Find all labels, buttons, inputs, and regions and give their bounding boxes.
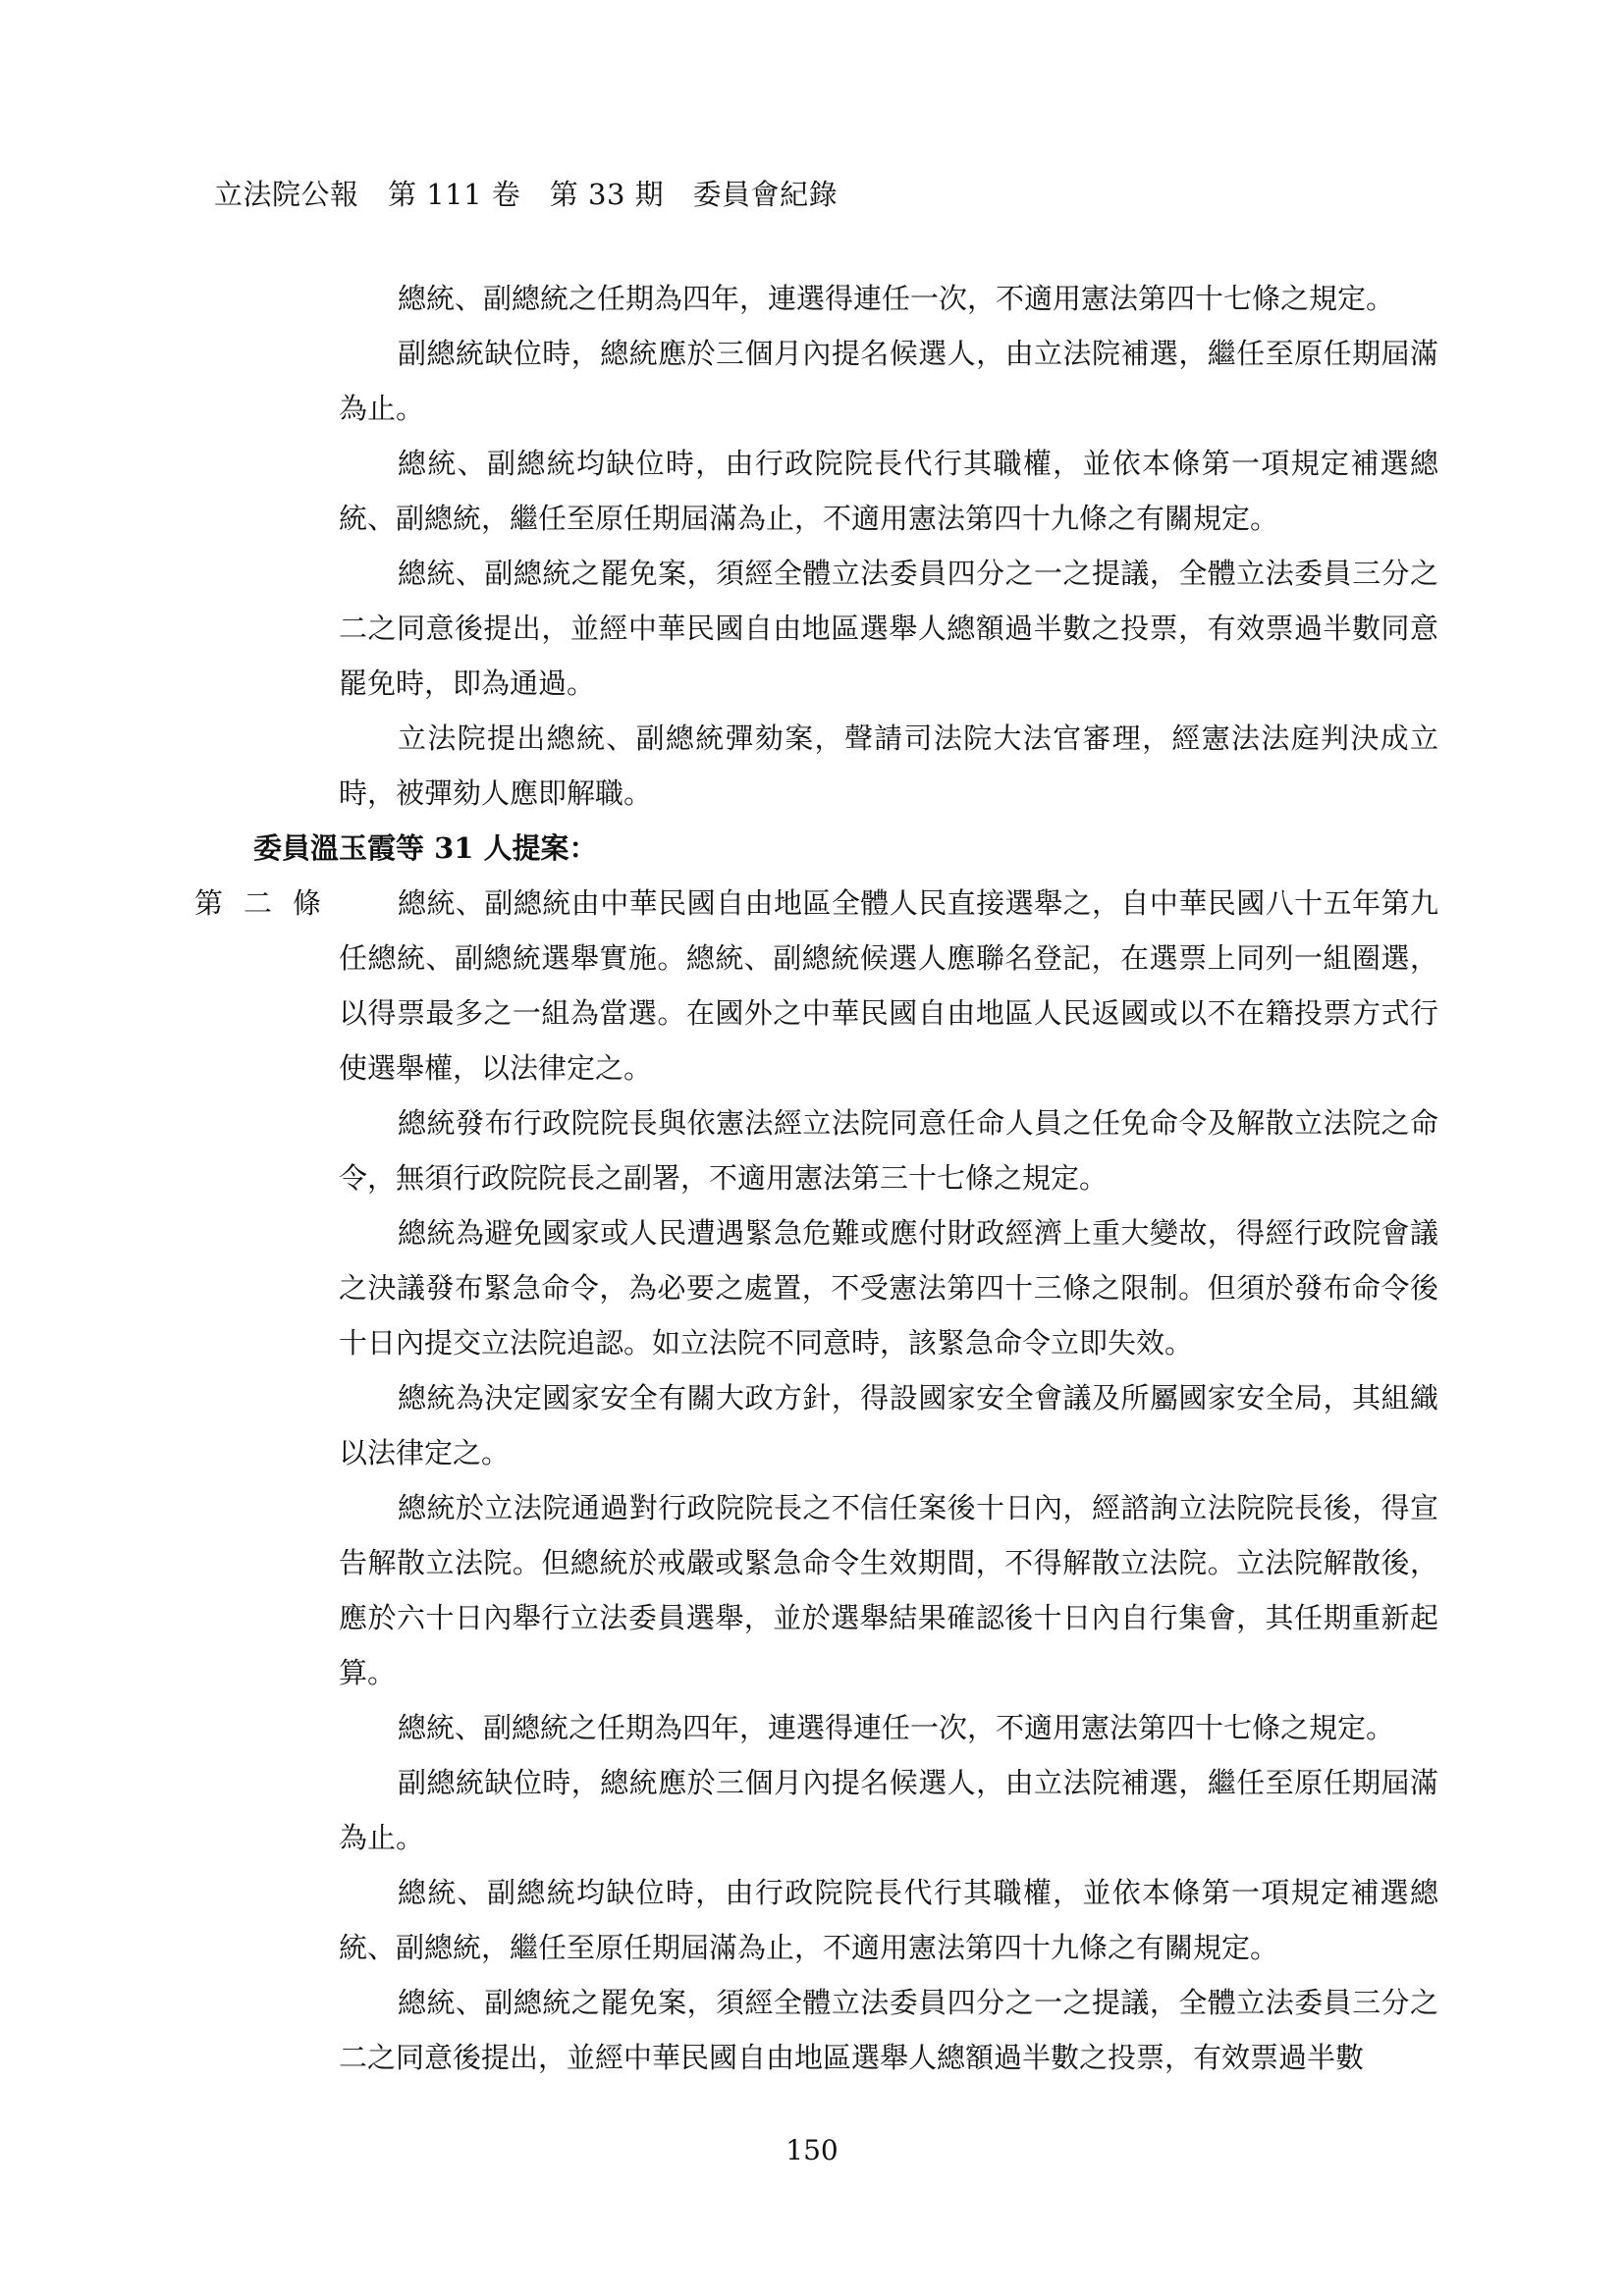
paragraph: 立法院提出總統、副總統彈劾案，聲請司法院大法官審理，經憲法法庭判決成立時，被彈劾人應即解職。 (339, 721, 1438, 810)
paragraph: 總統、副總統之罷免案，須經全體立法委員四分之一之提議，全體立法委員三分之二之同意後提出，並經中華民國自由地區選舉人總額過半數之投票，有效票過半數 (339, 1986, 1438, 2074)
document-body (194, 271, 1438, 2085)
paragraph: 副總統缺位時，總統應於三個月內提名候選人，由立法院補選，繼任至原任期屆滿為止。 (339, 1766, 1438, 1854)
paragraph: 總統、副總統均缺位時，由行政院院長代行其職權，並依本條第一項規定補選總統、副總統，繼任至原任期屆滿為止，不適用憲法第四十九條之有關規定。 (339, 447, 1438, 535)
article-label-char: 二 (244, 886, 273, 920)
article-2 (194, 876, 1438, 2085)
paragraph: 總統為避免國家或人民遭遇緊急危難或應付財政經濟上重大變故，得經行政院會議之決議發布緊急命令，為必要之處置，不受憲法第四十三條之限制。但須於發布命令後十日內提交立法院追認。如立法院不同意時，該緊急命令立即失效。 (339, 1216, 1438, 1360)
article-label (194, 876, 332, 931)
paragraph: 總統發布行政院院長與依憲法經立法院同意任命人員之任免命令及解散立法院之命令，無須行政院院長之副署，不適用憲法第三十七條之規定。 (339, 1106, 1438, 1195)
paragraph: 總統、副總統之任期為四年，連選得連任一次，不適用憲法第四十七條之規定。 (398, 1711, 1395, 1744)
paragraph: 總統於立法院通過對行政院院長之不信任案後十日內，經諮詢立法院院長後，得宣告解散立法院。但總統於戒嚴或緊急命令生效期間，不得解散立法院。立法院解散後，應於六十日內舉行立法委員選舉，並於選舉結果確認後十日內自行集會，其任期重新起算。 (339, 1491, 1438, 1689)
proposal-heading: 委員溫玉霞等 31 人提案： (253, 831, 598, 865)
paragraph: 總統、副總統均缺位時，由行政院院長代行其職權，並依本條第一項規定補選總統、副總統，繼任至原任期屆滿為止，不適用憲法第四十九條之有關規定。 (339, 1876, 1438, 1964)
page-number: 150 (785, 2134, 839, 2166)
article-first-paragraph: 總統、副總統由中華民國自由地區全體人民直接選舉之，自中華民國八十五年第九任總統、副總統選舉實施。總統、副總統候選人應聯名登記，在選票上同列一組圈選，以得票最多之一組為當選。在國外之中華民國自由地區人民返國或以不在籍投票方式行使選舉權，以法律定之。 (339, 886, 1438, 1085)
article-label-char: 條 (293, 886, 322, 920)
paragraph: 總統為決定國家安全有關大政方針，得設國家安全會議及所屬國家安全局，其組織以法律定之。 (339, 1381, 1438, 1469)
page-header: 立法院公報 第 111 卷 第 33 期 委員會紀錄 (214, 178, 839, 211)
article-label-char: 第 (194, 886, 224, 920)
paragraph: 總統、副總統之任期為四年，連選得連任一次，不適用憲法第四十七條之規定。 (398, 282, 1395, 315)
paragraph: 副總統缺位時，總統應於三個月內提名候選人，由立法院補選，繼任至原任期屆滿為止。 (339, 337, 1438, 425)
paragraph: 總統、副總統之罷免案，須經全體立法委員四分之一之提議，全體立法委員三分之二之同意後提出，並經中華民國自由地區選舉人總額過半數之投票，有效票過半數同意罷免時，即為通過。 (339, 557, 1438, 700)
